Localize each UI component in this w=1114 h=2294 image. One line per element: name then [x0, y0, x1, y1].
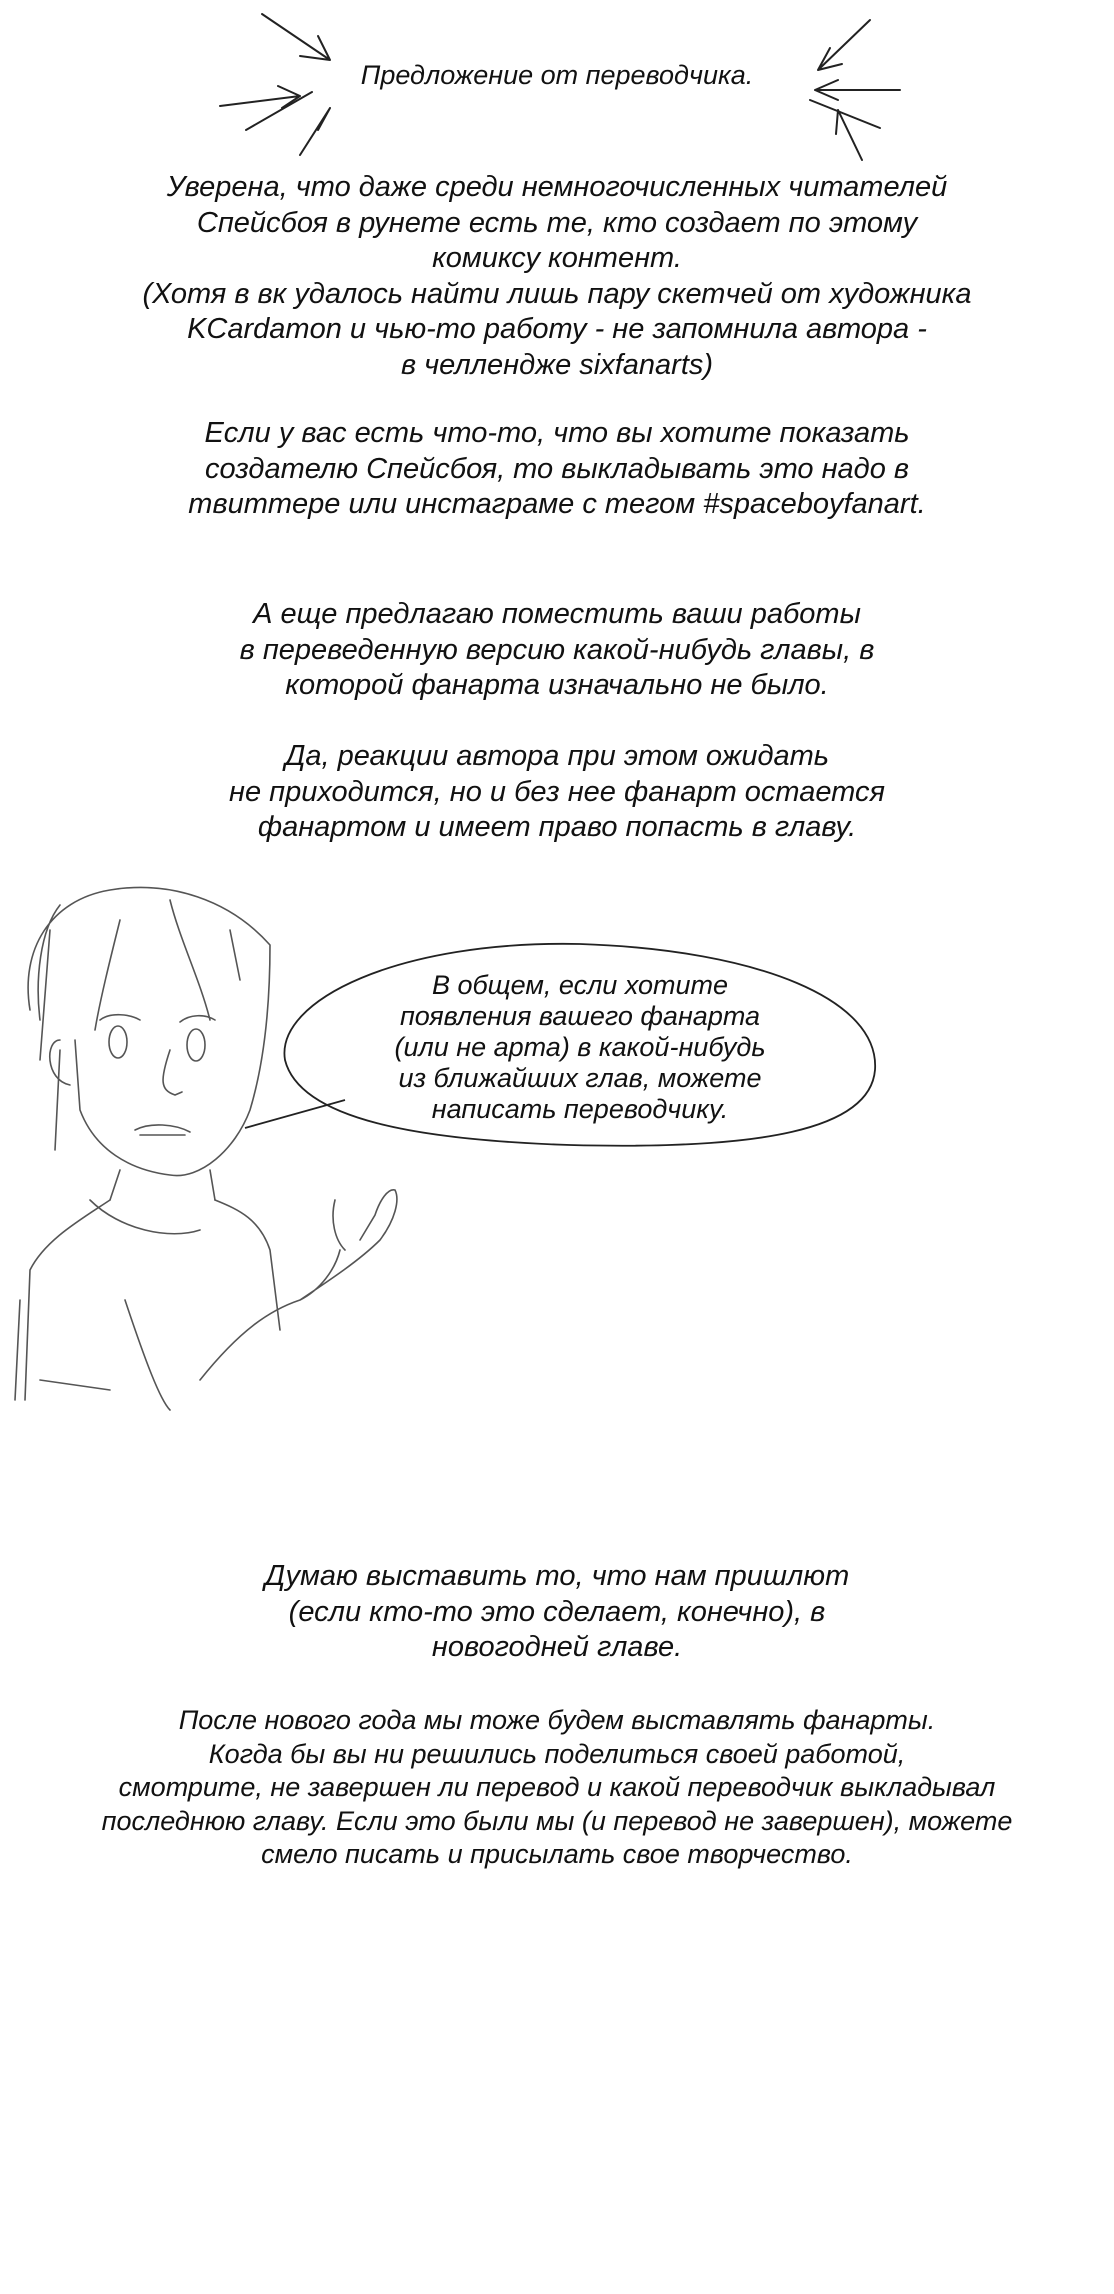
text-line: KCardamon и чью-то работу - не запомнила автора -: [187, 313, 927, 345]
text-line: из ближайших глав, можете: [398, 1063, 762, 1093]
paragraph-proposal: [0, 597, 1114, 704]
page-heading: Предложение от переводчика.: [360, 60, 754, 90]
text-line: в челлендже sixfanarts): [400, 348, 714, 381]
text-line: не приходится, но и без нее фанарт остается: [228, 775, 885, 808]
text-line: фанартом и имеет право попасть в главу.: [257, 811, 857, 843]
speech-bubble-text: [340, 970, 820, 1125]
text-line: Если у вас есть что-то, что вы хотите показать: [204, 417, 910, 449]
paragraph-hashtag: [0, 416, 1114, 523]
text-line: После нового года мы тоже будем выставлять фанарты.: [178, 1705, 936, 1735]
text-line: Когда бы вы ни решились поделиться своей работой,: [208, 1738, 906, 1769]
text-line: Думаю выставить то, что нам пришлют: [264, 1560, 850, 1592]
text-line: В общем, если хотите: [431, 970, 729, 1000]
text-line: последнюю главу. Если это были мы (и перевод не завершен), можете: [101, 1805, 1013, 1836]
text-line: (Хотя в вк удалось найти лишь пару скетчей от художника: [142, 277, 972, 310]
character-drawing: [15, 887, 397, 1410]
text-line: Спейсбоя в рунете есть те, кто создает по этому: [196, 206, 918, 239]
text-line: которой фанарта изначально не было.: [285, 669, 829, 701]
text-line: А еще предлагаю поместить ваши работы: [253, 598, 861, 630]
text-line: смотрите, не завершен ли перевод и какой переводчик выкладывал: [118, 1772, 996, 1802]
text-line: создателю Спейсбоя, то выкладывать это надо в: [204, 452, 910, 485]
text-line: (или не арта) в какой-нибудь: [394, 1032, 766, 1062]
text-line: Уверена, что даже среди немногочисленных читателей: [166, 171, 948, 203]
paragraph-new-year: [0, 1559, 1114, 1666]
text-line: твиттере или инстаграме с тегом #spaceboyfanart.: [188, 488, 926, 520]
paragraph-after-new-year: [0, 1704, 1114, 1872]
paragraph-reaction: [0, 739, 1114, 846]
text-line: новогодней главе.: [431, 1631, 683, 1663]
text-line: написать переводчику.: [431, 1094, 729, 1124]
text-line: в переведенную версию какой-нибудь главы, в: [239, 633, 875, 666]
text-line: появления вашего фанарта: [399, 1001, 761, 1031]
paragraph-intro: [0, 170, 1114, 383]
text-line: смело писать и присылать свое творчество.: [261, 1839, 853, 1869]
text-line: (если кто-то это сделает, конечно), в: [288, 1595, 826, 1628]
text-line: Да, реакции автора при этом ожидать: [284, 740, 830, 772]
text-line: комиксу контент.: [432, 242, 682, 274]
